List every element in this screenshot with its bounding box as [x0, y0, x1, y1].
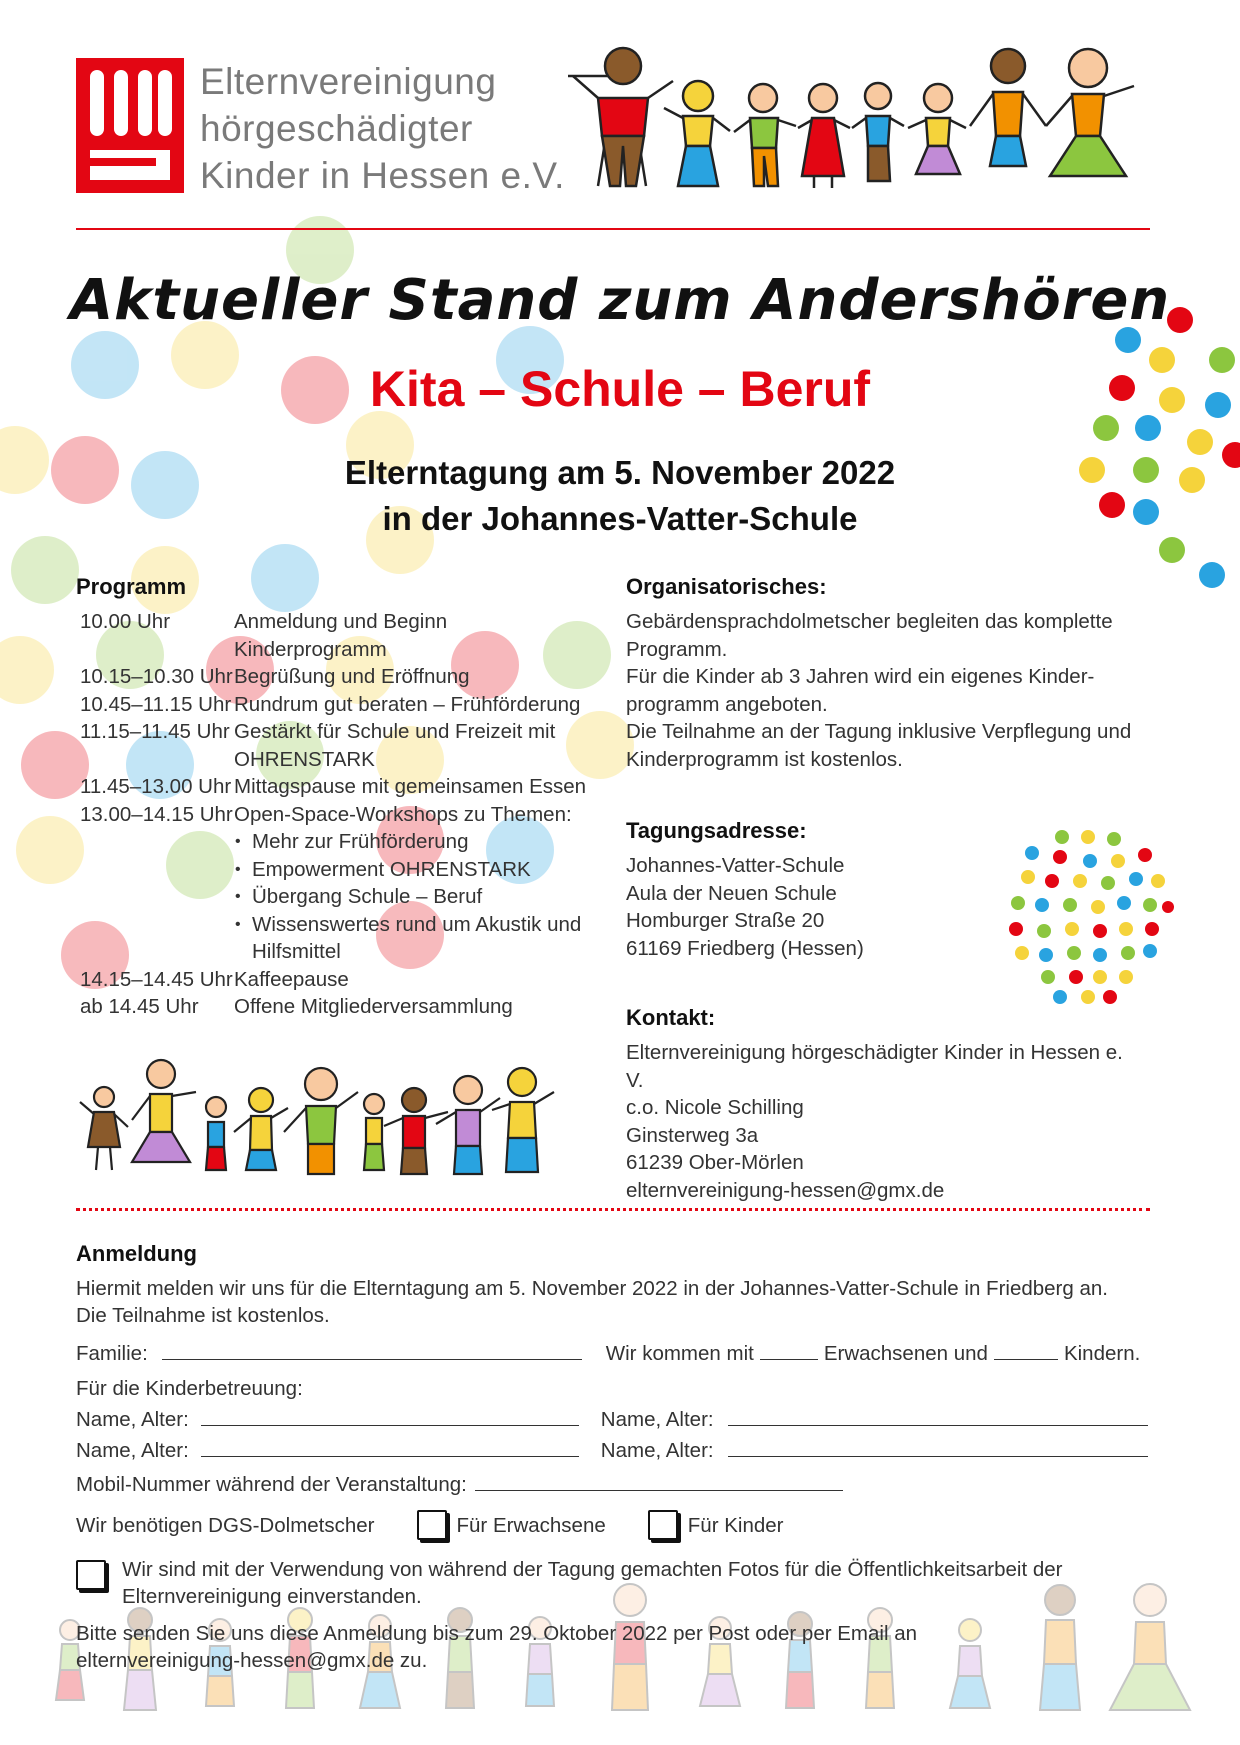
name-age-field[interactable]	[201, 1436, 579, 1457]
program-time: 14.15–14.45 Uhr	[80, 967, 233, 991]
program-desc: Gestärkt für Schule und Freizeit mit OHRENSTARK	[234, 720, 556, 771]
logo-icon	[76, 58, 184, 193]
logo-line-2: hörgeschädigter	[200, 108, 473, 149]
adults-count-field[interactable]	[760, 1339, 818, 1360]
program-heading: Programm	[76, 574, 187, 599]
workshop-item: • Übergang Schule – Beruf	[252, 883, 596, 911]
page-subtitle: Kita – Schule – Beruf	[369, 361, 871, 417]
registration-free-note: Die Teilnahme ist kostenlos.	[76, 1304, 330, 1327]
workshop-list	[234, 828, 596, 966]
page-title: Aktueller Stand zum Andershören	[69, 268, 1171, 333]
organisation-section	[626, 574, 1146, 773]
dgs-row	[76, 1510, 1156, 1540]
venue-line: Homburger Straße 20	[626, 909, 825, 932]
logo-line-1: Elternvereinigung	[200, 61, 497, 102]
program-desc: Begrüßung und Eröffnung	[234, 665, 470, 688]
program-desc: Offene Mitgliederversammlung	[234, 995, 513, 1018]
dot-cluster	[1000, 825, 1175, 1005]
registration-intro: Hiermit melden wir uns für die Elterntagung am 5. November 2022 in der Johannes-Vatter-Schule in Friedberg an.	[76, 1277, 1108, 1300]
photo-consent-text: Wir sind mit der Verwendung von während der Tagung gemachten Fotos für die Öffentlichkeitsarbeit der Elternvereinigung einverstanden.	[122, 1558, 1063, 1608]
child-row	[76, 1436, 1156, 1464]
event-date: Elterntagung am 5. November 2022	[344, 454, 896, 491]
family-row	[76, 1339, 1156, 1367]
childcare-label: Für die Kinderbetreuung:	[76, 1377, 303, 1400]
name-age-label: Name, Alter:	[600, 1439, 714, 1462]
attendance-label-adults: Erwachsenen und	[823, 1342, 988, 1365]
program-time: 10.45–11.15 Uhr	[80, 692, 232, 716]
venue-line: Johannes-Vatter-Schule	[626, 854, 845, 877]
workshop-item: • Empowerment OHRENSTARK	[252, 856, 596, 884]
program-row	[76, 966, 596, 994]
logo-text	[200, 58, 565, 199]
workshop-item: • Wissenswertes rund um Akustik und Hilfsmittel	[252, 911, 596, 966]
venue-heading: Tagungsadresse:	[626, 818, 807, 843]
program-time: 11.15–11.45 Uhr	[80, 720, 230, 743]
attendance-label-children: Kindern.	[1063, 1342, 1141, 1365]
program-time: 13.00–14.15 Uhr	[80, 802, 233, 826]
event-location: in der Johannes-Vatter-Schule	[382, 500, 858, 537]
venue-line: 61169 Friedberg (Hessen)	[626, 936, 864, 960]
children-illustration-small	[76, 1052, 576, 1182]
program-row	[76, 718, 596, 773]
program-desc: Open-Space-Workshops zu Themen:	[234, 802, 572, 826]
mobile-row	[76, 1470, 1156, 1498]
program-row	[76, 691, 596, 719]
contact-email: elternvereinigung-hessen@gmx.de	[626, 1178, 945, 1202]
mobile-field[interactable]	[475, 1470, 843, 1491]
send-instructions	[76, 1620, 1156, 1674]
organisation-text: Die Teilnahme an der Tagung inklusive Verpflegung und Kinderprogramm ist kostenlos.	[626, 720, 1132, 771]
organisation-text: Gebärdensprachdolmetscher begleiten das komplette Programm.	[626, 610, 1113, 661]
program-time: 10.15–10.30 Uhr	[80, 665, 233, 688]
contact-line: Elternvereinigung hörgeschädigter Kinder in Hessen e. V.	[626, 1041, 1123, 1092]
name-age-field[interactable]	[728, 1436, 1148, 1457]
attendance-label-start: Wir kommen mit	[605, 1342, 754, 1365]
logo-line-3: Kinder in Hessen e.V.	[200, 155, 565, 196]
contact-section	[626, 1005, 1146, 1204]
program-time: 10.00 Uhr	[80, 610, 171, 633]
contact-heading: Kontakt:	[626, 1005, 716, 1030]
program-desc: Rundrum gut beraten – Frühförderung	[234, 692, 581, 716]
checkbox-children-label: Für Kinder	[687, 1513, 784, 1537]
program-desc: Kaffeepause	[234, 967, 349, 991]
mobile-label: Mobil-Nummer während der Veranstaltung:	[76, 1473, 467, 1496]
name-age-label: Name, Alter:	[600, 1408, 714, 1431]
contact-line: c.o. Nicole Schilling	[626, 1096, 804, 1119]
program-row	[76, 608, 596, 663]
checkbox-children[interactable]	[648, 1510, 678, 1540]
program-section	[76, 574, 596, 1021]
organisation-heading: Organisatorisches:	[626, 574, 827, 599]
workshop-item: • Mehr zur Frühförderung	[252, 828, 596, 856]
checkbox-adults[interactable]	[417, 1510, 447, 1540]
organisation-text: Für die Kinder ab 3 Jahren wird ein eigenes Kinder-programm angeboten.	[626, 665, 1095, 716]
contact-line: 61239 Ober-Mörlen	[626, 1151, 804, 1174]
checkbox-adults-label: Für Erwachsene	[456, 1513, 606, 1537]
family-field[interactable]	[162, 1339, 582, 1360]
checkbox-photo-consent[interactable]	[76, 1560, 106, 1590]
header-divider	[76, 228, 1150, 230]
program-desc: Mittagspause mit gemeinsamen Essen	[234, 775, 587, 798]
children-illustration	[568, 36, 1168, 201]
send-email: elternvereinigung-hessen@gmx.de zu.	[76, 1649, 428, 1672]
cut-line	[76, 1208, 1150, 1211]
name-age-label: Name, Alter:	[76, 1439, 189, 1462]
photo-consent-row	[76, 1556, 1156, 1610]
name-age-label: Name, Alter:	[76, 1408, 189, 1431]
dgs-label: Wir benötigen DGS-Dolmetscher	[76, 1513, 375, 1537]
name-age-field[interactable]	[728, 1405, 1148, 1426]
program-row	[76, 993, 596, 1021]
registration-form	[76, 1240, 1156, 1674]
name-age-field[interactable]	[201, 1405, 579, 1426]
child-row	[76, 1405, 1156, 1433]
venue-line: Aula der Neuen Schule	[626, 881, 837, 905]
event-heading	[0, 450, 1240, 542]
contact-line: Ginsterweg 3a	[626, 1123, 759, 1147]
program-row	[76, 773, 596, 801]
registration-heading: Anmeldung	[76, 1241, 197, 1266]
program-time: 11.45–13.00 Uhr	[80, 775, 232, 798]
program-row	[76, 663, 596, 691]
program-time: ab 14.45 Uhr	[80, 995, 199, 1018]
program-desc: Anmeldung und Beginn Kinderprogramm	[234, 610, 448, 661]
family-label: Familie:	[76, 1342, 148, 1365]
children-count-field[interactable]	[994, 1339, 1058, 1360]
send-instructions-text: Bitte senden Sie uns diese Anmeldung bis zum 29. Oktober 2022 per Post oder per Email an	[76, 1622, 918, 1645]
program-row	[76, 801, 596, 966]
